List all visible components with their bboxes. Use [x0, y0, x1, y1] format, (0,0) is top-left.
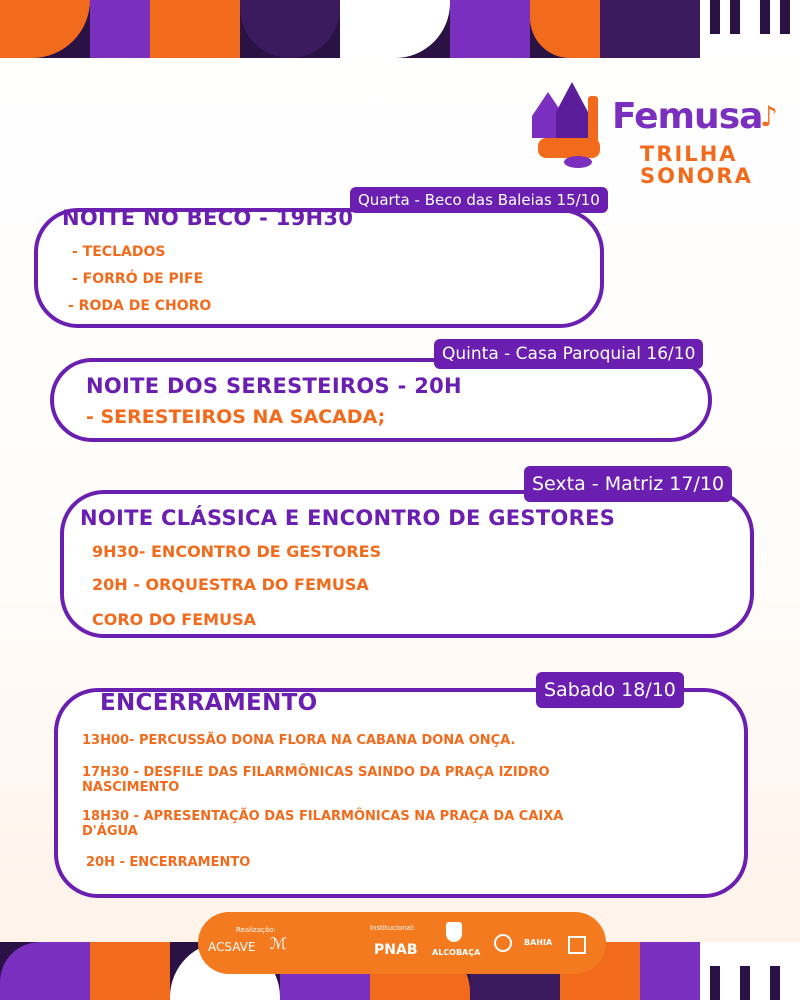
logo-subtitle-line2: SONORA: [640, 164, 753, 188]
event-item: 9H30- ENCONTRO DE GESTORES: [92, 542, 382, 561]
event-item: - SERESTEIROS NA SACADA;: [86, 406, 386, 428]
event-item: 17H30 - DESFILE DAS FILARMÔNICAS SAINDO DA PRAÇA IZIDRO: [82, 765, 550, 780]
femusa-logo: [528, 72, 790, 196]
event-item: - TECLADOS: [72, 244, 166, 260]
logo-title: Femusa: [612, 96, 763, 137]
event-item: - FORRÓ DE PIFE: [72, 271, 204, 287]
event-title-sexta: NOITE CLÁSSICA E ENCONTRO DE GESTORES: [80, 506, 616, 530]
event-item: CORO DO FEMUSA: [92, 610, 256, 629]
music-note-icon: ♪: [760, 100, 778, 133]
institucional-label: Institucional:: [370, 924, 416, 932]
bahia-logo: BAHIA: [524, 938, 553, 947]
event-tag-sabado: Sabado 18/10: [536, 672, 684, 708]
event-title-quarta: NOITE NO BECO - 19H30: [62, 206, 354, 230]
church-icon: [528, 76, 610, 176]
event-tag-quinta: Quinta - Casa Paroquial 16/10: [434, 339, 703, 369]
signature-logo: ℳ: [270, 934, 288, 953]
crest-icon: [446, 922, 462, 942]
realizacao-label: Realização:: [236, 926, 276, 934]
sponsor-footer: [198, 912, 606, 974]
event-item: 20H - ENCERRAMENTO: [86, 855, 251, 870]
event-item: 13H00- PERCUSSÃO DONA FLORA NA CABANA DONA ONÇA.: [82, 733, 516, 748]
top-decorative-band: [0, 0, 800, 58]
event-item: D'ÁGUA: [82, 824, 138, 839]
circle-logo-icon: [494, 934, 512, 952]
event-title-quinta: NOITE DOS SERESTEIROS - 20H: [86, 374, 462, 398]
event-tag-sexta: Sexta - Matriz 17/10: [524, 466, 732, 502]
event-item: - RODA DE CHORO: [68, 298, 212, 314]
event-title-sabado: ENCERRAMENTO: [100, 690, 318, 716]
event-tag-quarta: Quarta - Beco das Baleias 15/10: [350, 187, 608, 213]
event-item: 18H30 - APRESENTAÇÃO DAS FILARMÔNICAS NA PRAÇA DA CAIXA: [82, 809, 564, 824]
alcobaca-logo: ALCOBAÇA: [432, 948, 481, 957]
government-emblem-icon: [568, 936, 586, 954]
acsave-logo: ACSAVE: [208, 940, 256, 954]
event-item: 20H - ORQUESTRA DO FEMUSA: [92, 575, 369, 594]
logo-subtitle-line1: TRILHA: [640, 142, 738, 166]
pnab-logo: PNAB: [374, 942, 418, 958]
event-item: NASCIMENTO: [82, 780, 180, 795]
event-card-quinta: [50, 358, 712, 442]
